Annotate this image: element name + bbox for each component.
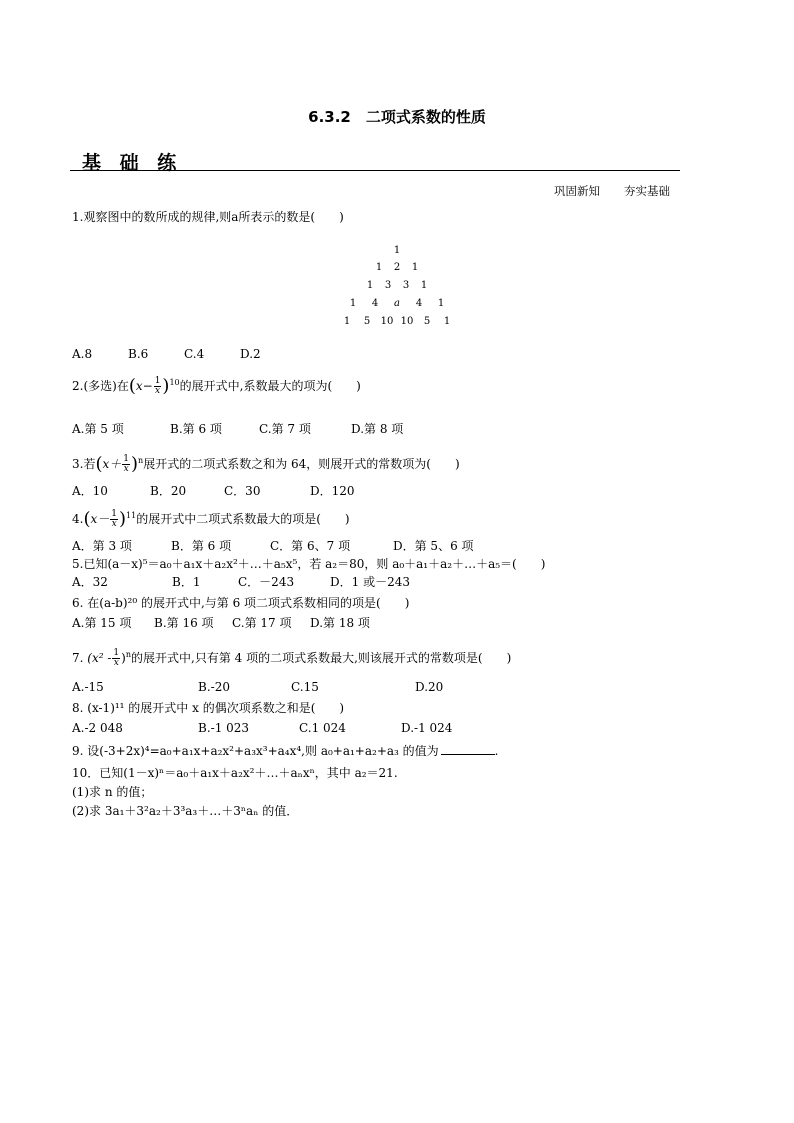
triangle-cell: 1 [375,262,383,273]
triangle-cell: 5 [363,316,371,327]
option-a[interactable]: A．第 3 项 [72,539,132,553]
option-a[interactable]: A.8 [72,347,93,361]
triangle-cell: 4 [415,298,423,309]
q8-options [72,721,452,735]
fraction-numerator: 1 [111,509,117,519]
q7-options [72,680,443,694]
option-c[interactable]: C．－243 [238,575,295,589]
q3-options [72,484,355,498]
q7-suffix: 的展开式中,只有第 4 项的二项式系数最大,则该展开式的常数项是( ) [131,651,512,665]
q7-stem [72,648,511,668]
fraction-numerator: 1 [123,454,129,464]
q9-end: . [494,744,499,758]
option-b[interactable]: B．20 [150,484,187,498]
option-c[interactable]: C．第 6、7 项 [270,539,351,553]
q2-suffix: 的展开式中,系数最大的项为( ) [179,379,361,393]
section-tagline [554,183,670,199]
triangle-cell: 1 [437,298,445,309]
option-a[interactable]: A.-15 [72,680,104,694]
triangle-cell: 1 [393,245,401,256]
fraction-numerator: 1 [154,376,161,386]
option-c[interactable]: C.第 17 项 [232,616,292,630]
close-paren: ) [119,508,127,530]
q10-part-2: (2)求 3a₁＋3²a₂＋3³a₃＋…＋3ⁿaₙ 的值． [72,804,299,818]
q2-power: 10 [169,378,180,387]
option-c[interactable]: C.1 024 [299,721,346,735]
section-heading: 基 础 练 [82,152,183,174]
triangle-cell: 1 [349,298,357,309]
option-d[interactable]: D.第 8 项 [351,422,404,436]
option-d[interactable]: D.-1 024 [401,721,453,735]
triangle-cell: 10 [400,316,414,327]
fraction-denominator: x [111,519,117,529]
q3-expr: x＋ [102,457,122,471]
option-b[interactable]: B.第 6 项 [170,422,222,436]
q9-text: 9. 设(-3+2x)⁴=a₀+a₁x+a₂x²+a₃x³+a₄x⁴,则 a₀+a₁+a₂+a₃ 的值为 [72,744,439,758]
option-d[interactable]: D.2 [240,347,261,361]
triangle-cell: 2 [393,262,401,273]
q4-fraction [110,510,118,529]
triangle-row-4 [0,298,794,309]
option-b[interactable]: B.6 [128,347,149,361]
q7-fraction [112,649,120,668]
option-c[interactable]: C．30 [224,484,261,498]
option-a[interactable]: A．32 [72,575,108,589]
close-paren: ) [121,651,126,665]
q10-part-1: (1)求 n 的值； [72,785,153,799]
q2-prefix: 2.(多选)在 [72,379,129,393]
q3-fraction [122,455,130,474]
option-d[interactable]: D．第 5、6 项 [393,539,474,553]
q3-prefix: 3.若 [72,457,96,471]
q1-options [72,347,261,361]
section-divider [70,170,680,171]
q4-stem [72,509,350,529]
q5-options [72,575,410,589]
q6-stem: 6. 在(a-b)²⁰ 的展开式中,与第 6 项二项式系数相同的项是( ) [72,596,410,610]
q2-options [72,422,403,436]
triangle-row-5 [0,316,794,327]
open-paren: ( [83,508,91,530]
option-c[interactable]: C.15 [291,680,319,694]
option-b[interactable]: B.第 16 项 [154,616,214,630]
triangle-cell: 10 [380,316,394,327]
triangle-cell: 1 [411,262,419,273]
fraction-denominator: x [113,658,119,668]
q3-power: n [138,456,144,465]
q4-power: 11 [126,511,137,520]
q7-power: n [125,650,131,659]
triangle-cell: a [394,298,400,309]
triangle-row-2 [0,262,794,273]
triangle-cell: 1 [420,280,428,291]
q2-fraction [154,377,162,396]
open-paren: ( [128,375,136,397]
q9-stem [72,744,498,758]
triangle-cell: 1 [366,280,374,291]
option-b[interactable]: B．第 6 项 [171,539,232,553]
q3-stem [72,454,460,474]
option-d[interactable]: D.20 [415,680,444,694]
q7-expr: (x² - [87,651,112,665]
tagline-part-1: 巩固新知 [554,184,600,198]
option-b[interactable]: B.-1 023 [198,721,250,735]
close-paren: ) [162,375,170,397]
option-a[interactable]: A.第 15 项 [72,616,132,630]
answer-blank[interactable] [441,754,495,755]
option-c[interactable]: C.4 [184,347,205,361]
option-d[interactable]: D．1 或－243 [330,575,410,589]
triangle-cell: 4 [371,298,379,309]
q4-prefix: 4. [72,512,84,526]
q4-expr: x－ [90,512,110,526]
open-paren: ( [95,453,103,475]
option-c[interactable]: C.第 7 项 [259,422,311,436]
q2-expr: x− [135,379,153,393]
option-d[interactable]: D．120 [310,484,355,498]
option-d[interactable]: D.第 18 项 [310,616,370,630]
option-a[interactable]: A.第 5 项 [72,422,124,436]
q8-stem: 8. (x-1)¹¹ 的展开式中 x 的偶次项系数之和是( ) [72,701,345,715]
q1-stem: 1.观察图中的数所成的规律,则a所表示的数是( ) [72,210,344,224]
close-paren: ) [131,453,139,475]
fraction-denominator: x [123,464,129,474]
page-title: 6.3.2 二项式系数的性质 [308,108,486,126]
triangle-cell: 5 [423,316,431,327]
fraction-denominator: x [155,386,161,396]
option-b[interactable]: B．1 [172,575,201,589]
q3-suffix: 展开式的二项式系数之和为 64，则展开式的常数项为( ) [143,457,460,471]
q7-prefix: 7. [72,651,84,665]
triangle-cell: 1 [443,316,451,327]
triangle-row-3 [0,280,794,291]
tagline-part-2: 夯实基础 [624,184,670,198]
q10-stem: 10．已知(1－x)ⁿ＝a₀＋a₁x＋a₂x²＋…＋aₙxⁿ，其中 a₂＝21. [72,766,398,780]
q5-stem: 5.已知(a－x)⁵＝a₀＋a₁x＋a₂x²＋…＋a₅x⁵，若 a₂＝80，则 a₀＋a₁＋a₂＋…＋a₅＝( ) [72,557,546,571]
triangle-cell: 1 [343,316,351,327]
triangle-cell: 3 [384,280,392,291]
option-b[interactable]: B.-20 [198,680,230,694]
q2-stem [72,376,361,396]
option-a[interactable]: A.-2 048 [72,721,123,735]
q4-suffix: 的展开式中二项式系数最大的项是( ) [136,512,350,526]
fraction-numerator: 1 [113,648,120,658]
q6-options [72,616,370,630]
triangle-cell: 3 [402,280,410,291]
option-a[interactable]: A．10 [72,484,108,498]
triangle-row-1 [0,245,794,256]
q4-options [72,539,474,553]
